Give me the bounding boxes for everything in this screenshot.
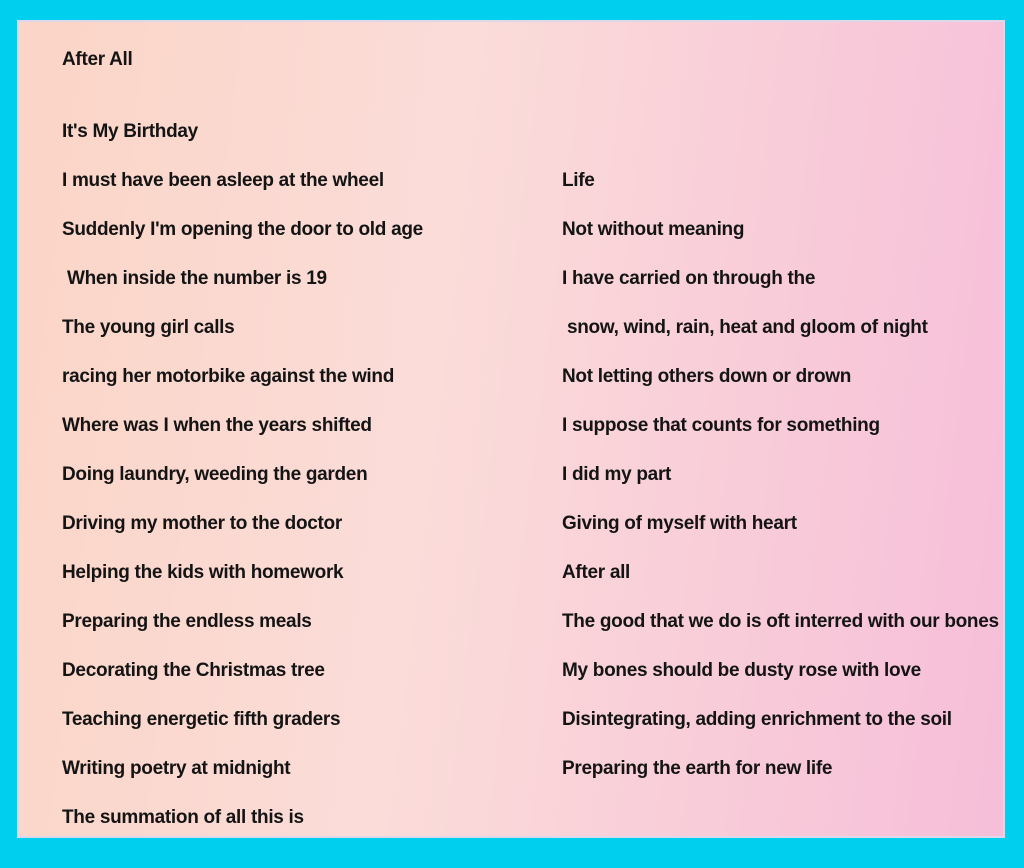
poem-line: The young girl calls — [62, 317, 235, 338]
poem-page — [17, 20, 1005, 838]
poem-line: Preparing the endless meals — [62, 611, 312, 632]
poem-line: After all — [562, 562, 631, 583]
poem-line: Disintegrating, adding enrichment to the soil — [562, 709, 952, 730]
poem-line: I did my part — [562, 464, 672, 485]
poem-line: I suppose that counts for something — [562, 415, 880, 436]
poem-line: Writing poetry at midnight — [62, 758, 291, 779]
poem-line: The good that we do is oft interred with our bones — [562, 611, 999, 632]
poem-line: Preparing the earth for new life — [562, 758, 833, 779]
poem-line: Driving my mother to the doctor — [62, 513, 342, 534]
poem-line: racing her motorbike against the wind — [62, 366, 395, 387]
poem-line: Not letting others down or drown — [562, 366, 852, 387]
poem-line: Where was I when the years shifted — [62, 415, 372, 436]
poem-line: Life — [562, 170, 595, 191]
poem-line: When inside the number is 19 — [62, 268, 327, 289]
poem-line: Doing laundry, weeding the garden — [62, 464, 368, 485]
poem-column-right — [562, 119, 1003, 854]
poem-columns — [62, 119, 1003, 854]
poem-line: Suddenly I'm opening the door to old age — [62, 219, 423, 240]
poem-line: Teaching energetic fifth graders — [62, 709, 341, 730]
poem-line: snow, wind, rain, heat and gloom of night — [562, 317, 928, 338]
poem-line: I have carried on through the — [562, 268, 816, 289]
poem-line: It's My Birthday — [62, 121, 198, 142]
poem-line: Giving of myself with heart — [562, 513, 797, 534]
poem-line: Decorating the Christmas tree — [62, 660, 325, 681]
poem-line: The summation of all this is — [62, 807, 304, 828]
poem-line: I must have been asleep at the wheel — [62, 170, 384, 191]
poem-line: My bones should be dusty rose with love — [562, 660, 921, 681]
poem-line: Helping the kids with homework — [62, 562, 344, 583]
poem-column-left — [62, 119, 562, 854]
poem-line: Not without meaning — [562, 219, 745, 240]
poem-title: After All — [62, 49, 133, 70]
